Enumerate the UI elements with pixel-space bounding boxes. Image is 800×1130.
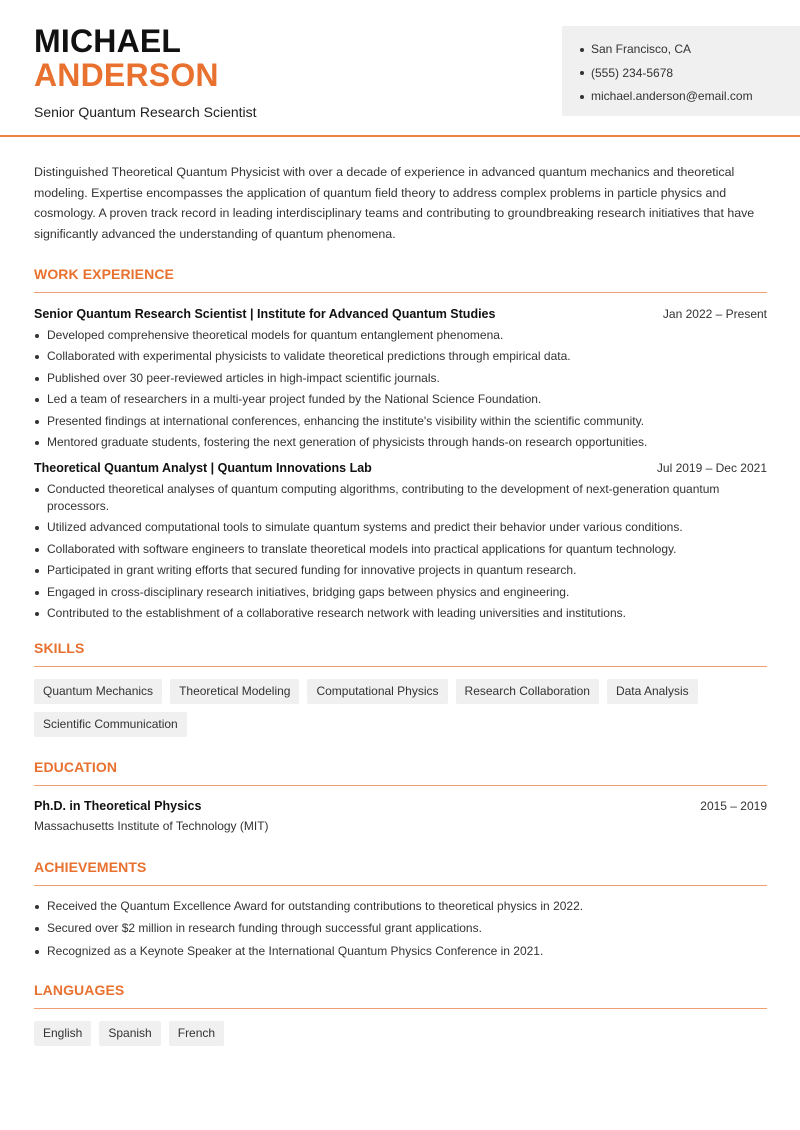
language-chip: French	[169, 1021, 224, 1046]
job-bullets	[34, 327, 767, 451]
achievements-list	[34, 898, 767, 960]
last-name: ANDERSON	[34, 57, 219, 93]
contact-phone-text: (555) 234-5678	[591, 65, 674, 80]
list-item: Secured over $2 million in research funding through successful grant applications.	[34, 920, 767, 937]
skill-chip: Computational Physics	[307, 679, 447, 704]
skill-chip: Scientific Communication	[34, 712, 187, 737]
section-title-skills: SKILLS	[34, 640, 767, 667]
job-entry	[34, 307, 767, 451]
list-item: Recognized as a Keynote Speaker at the International Quantum Physics Conference in 2021.	[34, 943, 767, 960]
bullet-icon	[580, 71, 584, 75]
job-role: Theoretical Quantum Analyst | Quantum Innovations Lab	[34, 460, 372, 475]
section-title-languages: LANGUAGES	[34, 982, 767, 1009]
list-item: Received the Quantum Excellence Award for outstanding contributions to theoretical physics in 2022.	[34, 898, 767, 915]
bullet-icon	[580, 48, 584, 52]
section-title-education: EDUCATION	[34, 759, 767, 786]
skill-chip: Theoretical Modeling	[170, 679, 299, 704]
list-item: Conducted theoretical analyses of quantum computing algorithms, contributing to the development of next-generation quantum processors.	[34, 481, 767, 515]
job-dates: Jul 2019 – Dec 2021	[656, 460, 767, 475]
list-item: Utilized advanced computational tools to simulate quantum systems and predict their behavior under various conditions.	[34, 519, 767, 536]
list-item: Collaborated with software engineers to translate theoretical models into practical applications for quantum technology.	[34, 541, 767, 558]
bullet-icon	[580, 95, 584, 99]
job-title: Senior Quantum Research Scientist	[34, 104, 257, 120]
summary: Distinguished Theoretical Quantum Physicist with over a decade of experience in advanced quantum mechanics and theoretical modeling. Expertise encompasses the application of quantum field theory to address complex problems in particle physics and cosmology. A proven track record in leading interdisciplinary teams and contributing to groundbreaking research initiatives that have significantly advanced the understanding of quantum phenomena.	[34, 165, 755, 241]
contact-box	[562, 26, 800, 116]
job-dates: Jan 2022 – Present	[662, 307, 767, 321]
list-item: Developed comprehensive theoretical models for quantum entanglement phenomena.	[34, 327, 767, 344]
resume-content	[34, 162, 767, 1046]
language-chip: Spanish	[99, 1021, 160, 1046]
languages-list	[34, 1021, 734, 1046]
job-entry	[34, 461, 767, 622]
name-block	[34, 24, 257, 120]
contact-location	[580, 38, 800, 62]
skills-list	[34, 679, 734, 737]
list-item: Published over 30 peer-reviewed articles in high-impact scientific journals.	[34, 370, 767, 387]
contact-phone	[580, 62, 800, 86]
job-role: Senior Quantum Research Scientist | Institute for Advanced Quantum Studies	[34, 307, 496, 321]
list-item: Led a team of researchers in a multi-year project funded by the National Science Foundation.	[34, 391, 767, 408]
resume-header	[0, 0, 800, 137]
contact-email-text: michael.anderson@email.com	[591, 89, 753, 103]
job-header	[34, 461, 767, 475]
contact-email	[580, 85, 800, 109]
skill-chip: Data Analysis	[607, 679, 698, 704]
contact-location-text: San Francisco, CA	[591, 42, 692, 56]
first-name: MICHAEL	[34, 23, 182, 59]
language-chip: English	[34, 1021, 91, 1046]
list-item: Contributed to the establishment of a collaborative research network with leading universities and institutions.	[34, 605, 767, 622]
skill-chip: Quantum Mechanics	[34, 679, 162, 704]
list-item: Engaged in cross-disciplinary research initiatives, bridging gaps between physics and engineering.	[34, 584, 767, 601]
skill-chip: Research Collaboration	[456, 679, 599, 704]
job-header	[34, 307, 767, 321]
section-title-work: WORK EXPERIENCE	[34, 266, 767, 293]
list-item: Participated in grant writing efforts that secured funding for innovative projects in quantum research.	[34, 562, 767, 579]
education-degree: Ph.D. in Theoretical Physics	[34, 798, 202, 813]
education-school: Massachusetts Institute of Technology (MIT)	[34, 818, 269, 833]
education-years: 2015 – 2019	[700, 798, 767, 813]
job-bullets	[34, 481, 767, 622]
list-item: Collaborated with experimental physicists to validate theoretical predictions through empirical data.	[34, 348, 767, 365]
list-item: Presented findings at international conferences, enhancing the institute's visibility within the scientific community.	[34, 413, 767, 430]
list-item: Mentored graduate students, fostering the next generation of physicists through hands-on research opportunities.	[34, 434, 767, 451]
education-header	[34, 799, 767, 813]
section-title-achievements: ACHIEVEMENTS	[34, 859, 767, 886]
